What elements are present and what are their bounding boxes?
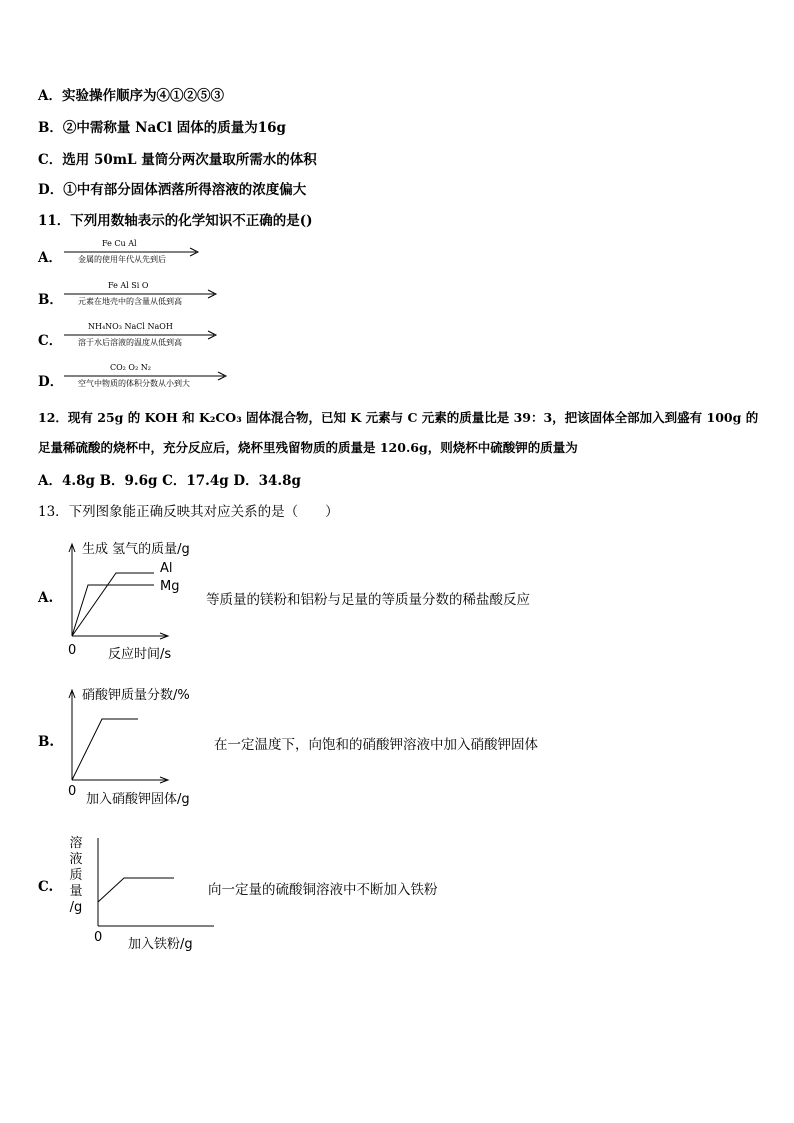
q13-a-ylabel: 生成 氢气的质量/g <box>82 542 190 557</box>
q13-c-ylabel-line-4: 量 <box>69 884 83 899</box>
q13-a-graph <box>62 536 202 664</box>
kno3-curve <box>72 719 138 780</box>
q13-b-origin: 0 <box>68 784 77 799</box>
q13-c-ylabel-line-3: 质 <box>69 868 83 883</box>
q13-option-a-label: A. <box>38 590 54 606</box>
q11-a-top-labels: Fe Cu Al <box>102 239 137 248</box>
q11-b-bottom-caption: 元素在地壳中的含量从低到高 <box>78 297 182 306</box>
q11-option-b-numberline <box>64 280 220 306</box>
q13-b-xlabel: 加入硝酸钾固体/g <box>86 792 190 807</box>
q13-c-ylabel <box>66 836 86 916</box>
q13-a-series-al: Al <box>160 561 173 576</box>
q11-stem: 11．下列用数轴表示的化学知识不正确的是() <box>38 213 313 229</box>
q13-b-ylabel: 硝酸钾质量分数/% <box>82 688 190 703</box>
q13-c-xlabel: 加入铁粉/g <box>128 937 193 952</box>
mg-curve <box>72 585 154 636</box>
q11-c-top-labels: NH₄NO₃ NaCl NaOH <box>88 322 173 331</box>
q11-option-a-numberline <box>64 238 204 264</box>
q11-option-d-label: D． <box>38 374 64 390</box>
q10-option-c: C．选用 50mL 量筒分两次量取所需水的体积 <box>38 152 317 168</box>
q13-b-graph <box>62 680 212 808</box>
q13-stem: 13．下列图象能正确反映其对应关系的是（ ） <box>38 504 339 520</box>
q11-option-c-label: C． <box>38 333 63 349</box>
q11-d-top-labels: CO₂ O₂ N₂ <box>110 363 151 372</box>
q13-c-ylabel-line-5: /g <box>69 900 83 915</box>
q12-line-1: 12．现有 25g 的 KOH 和 K₂CO₃ 固体混合物，已知 K 元素与 C 元素的质量比是 39：3，把该固体全部加入到盛有 100g 的 <box>38 410 759 425</box>
q13-c-origin: 0 <box>94 930 103 945</box>
q11-a-bottom-caption: 金属的使用年代从先到后 <box>78 255 166 264</box>
q13-c-graph <box>64 836 214 954</box>
q12-line-2: 足量稀硫酸的烧杯中，充分反应后，烧杯里残留物质的质量是 120.6g，则烧杯中硫酸钾的质量为 <box>38 440 578 455</box>
q13-a-series-mg: Mg <box>160 579 180 594</box>
q10-option-a: A．实验操作顺序为④①②⑤③ <box>38 88 224 104</box>
q13-option-b-label: B. <box>38 734 55 750</box>
q11-option-d-numberline <box>64 362 230 388</box>
solution-mass-curve <box>98 878 174 902</box>
q13-c-ylabel-line-1: 溶 <box>69 836 83 851</box>
q11-option-c-numberline <box>64 321 220 347</box>
q11-b-top-labels: Fe Al Si O <box>108 281 149 290</box>
al-curve <box>72 573 154 636</box>
q13-c-ylabel-line-2: 液 <box>69 852 83 867</box>
q13-option-c-label: C. <box>38 879 54 895</box>
q13-a-origin: 0 <box>68 643 77 658</box>
q11-c-bottom-caption: 溶于水后溶液的温度从低到高 <box>78 338 182 347</box>
q10-option-b: B．②中需称量 NaCl 固体的质量为16g <box>38 120 286 136</box>
q13-a-xlabel: 反应时间/s <box>108 647 172 662</box>
q11-d-bottom-caption: 空气中物质的体积分数从小到大 <box>78 379 190 388</box>
q11-option-a-label: A． <box>38 250 62 266</box>
q13-option-b-desc: 在一定温度下，向饱和的硝酸钾溶液中加入硝酸钾固体 <box>214 737 538 753</box>
q10-option-d: D．①中有部分固体洒落所得溶液的浓度偏大 <box>38 182 307 198</box>
q13-option-c-desc: 向一定量的硫酸铜溶液中不断加入铁粉 <box>208 882 438 898</box>
q13-option-a-desc: 等质量的镁粉和铝粉与足量的等质量分数的稀盐酸反应 <box>206 592 530 608</box>
q12-options: A．4.8g B．9.6g C．17.4g D．34.8g <box>38 473 301 489</box>
q11-option-b-label: B． <box>38 292 63 308</box>
